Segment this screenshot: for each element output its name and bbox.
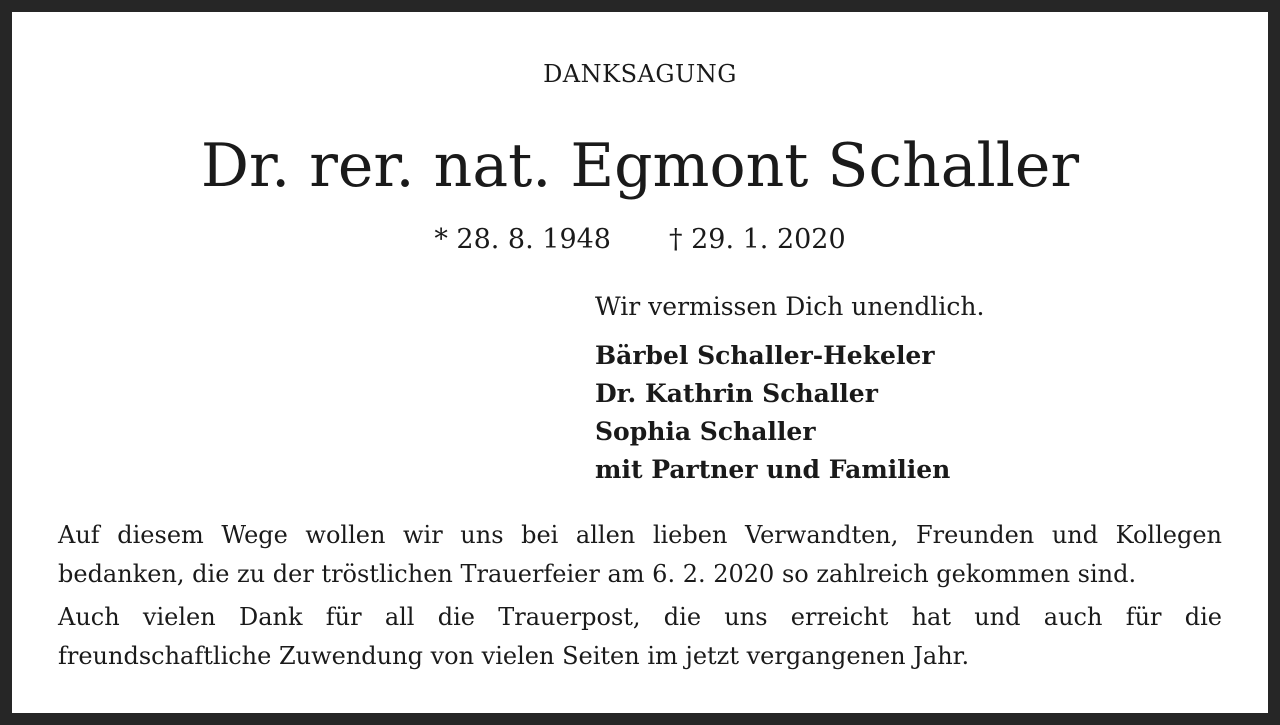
signer-name: Bärbel Schaller-Hekeler — [595, 341, 935, 370]
birth-date: * 28. 8. 1948 — [434, 224, 611, 255]
closing-line: Wir vermissen Dich unendlich. — [595, 292, 985, 321]
thanks-paragraph: Auf diesem Wege wollen wir uns bei allen lieben Verwandten, Freunden und Kollegen bedanken, die zu der tröstlichen Trauerfeier am 6. 2. 2020 so zahlreich gekommen sind. — [58, 521, 1222, 588]
notice-heading: DANKSAGUNG — [543, 60, 737, 88]
signer-name: mit Partner und Familien — [595, 455, 951, 484]
deceased-name: Dr. rer. nat. Egmont Schaller — [200, 131, 1080, 201]
thanks-text — [58, 516, 1222, 676]
family-block — [595, 288, 1235, 489]
signer-name: Dr. Kathrin Schaller — [595, 379, 878, 408]
death-date: † 29. 1. 2020 — [669, 224, 846, 255]
signer-list — [595, 337, 1235, 489]
life-dates — [12, 224, 1268, 256]
thanks-paragraph: Auch vielen Dank für all die Trauerpost, die uns erreicht hat und auch für die freundschaftliche Zuwendung von vielen Seiten im jetzt vergangenen Jahr. — [58, 603, 1222, 670]
signer-name: Sophia Schaller — [595, 417, 816, 446]
obituary-notice — [12, 12, 1268, 713]
